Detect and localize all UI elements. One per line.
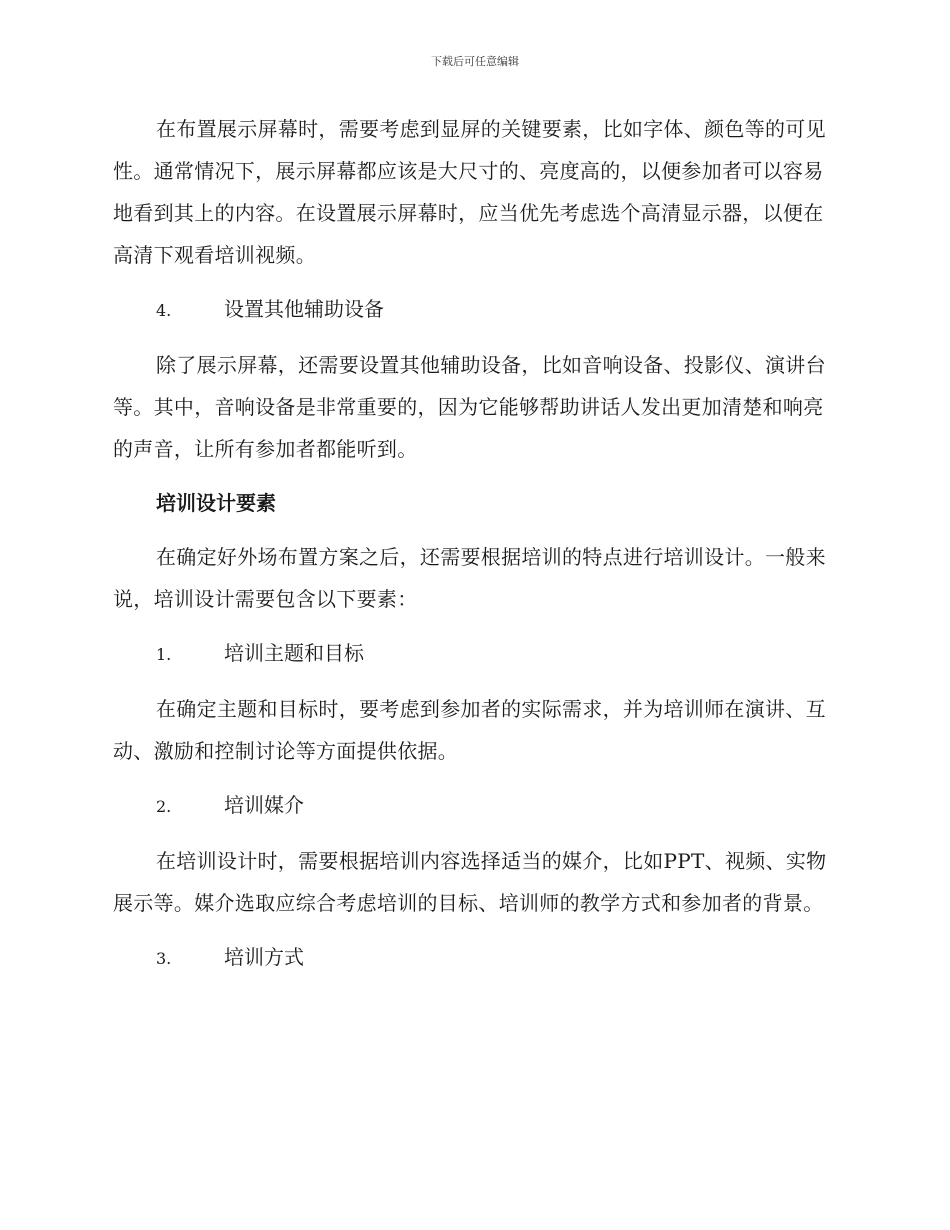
paragraph-media: 在培训设计时，需要根据培训内容选择适当的媒介，比如PPT、视频、实物展示等。媒介选取应综合考虑培训的目标、培训师的教学方式和参加者的背景。 [113,849,827,915]
list-number: 1. [156,645,172,664]
document-body [113,108,833,992]
paragraph-auxiliary-devices: 除了展示屏幕，还需要设置其他辅助设备，比如音响设备、投影仪、演讲台等。其中，音响设备是非常重要的，因为它能够帮助讲话人发出更加清楚和响亮的声音，让所有参加者都能听到。 [113,353,826,461]
list-item-title: 培训主题和目标 [224,641,364,665]
list-item-title: 培训方式 [224,945,304,969]
list-item-title: 设置其他辅助设备 [224,297,384,321]
paragraph-topic-goals: 在确定主题和目标时，要考虑到参加者的实际需求，并为培训师在演讲、互动、激励和控制讨论等方面提供依据。 [113,697,826,763]
paragraph-display-screen: 在布置展示屏幕时，需要考虑到显屏的关键要素，比如字体、颜色等的可见性。通常情况下，展示屏幕都应该是大尺寸的、亮度高的，以便参加者可以容易地看到其上的内容。在设置展示屏幕时，应当优先考虑选个高清显示器，以便在高清下观看培训视频。 [113,117,826,267]
list-item-1 [113,632,833,676]
page-header: 下载后可任意编辑 [431,55,519,68]
list-item-2 [113,784,833,828]
section-heading: 培训设计要素 [156,491,276,515]
list-number: 4. [156,301,172,320]
list-number: 2. [156,797,172,816]
list-item-3 [113,936,833,980]
list-item-title: 培训媒介 [224,793,304,817]
list-number: 3. [156,949,172,968]
paragraph-training-design: 在确定好外场布置方案之后，还需要根据培训的特点进行培训设计。一般来说，培训设计需要包含以下要素： [113,545,826,611]
list-item-4 [113,288,833,332]
